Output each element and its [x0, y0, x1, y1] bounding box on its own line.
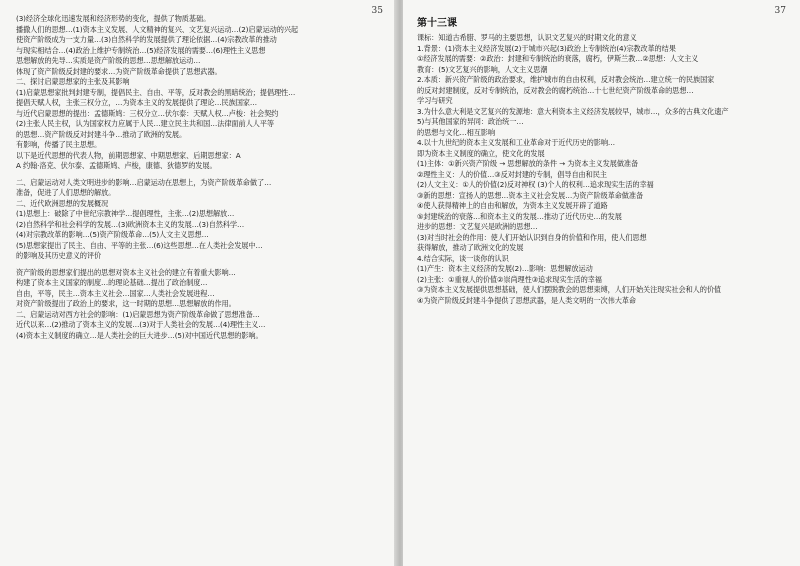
text-line: 2.本质：新兴资产阶级的政治要求，维护城市的自由权利，反对教会统治…建立统一的民族国家 — [417, 75, 715, 84]
text-line: 体现了资产阶级反封建的要求…为资产阶级革命提供了思想武器。 — [16, 66, 222, 76]
text-line: 准备，促进了人们思想的解放。 — [16, 188, 116, 197]
text-line: A 约翰·洛克、伏尔泰、孟德斯鸠、卢梭，康德、狄德罗的发展。 — [16, 161, 217, 170]
text-line: 的思想…资产阶级反对封建斗争…推动了欧洲的发展。 — [16, 129, 187, 139]
text-line: (2)人文主义：①人的价值(2)反对神权 (3)个人的权利…追求现实生活的幸福 — [417, 180, 654, 189]
text-line: (4)资本主义制度的确立…是人类社会的巨大进步…(5)对中国近代思想的影响。 — [16, 330, 263, 340]
text-line: 1.背景：(1)资本主义经济发展(2)于城市兴起(3)政治上专制统治(4)宗教改革的结果 — [417, 43, 676, 53]
text-line: (1)产生：资本主义经济的发展(2)…影响：思想解放运动 — [417, 264, 593, 273]
text-line: 使资产阶级成为一支力量…(3)自然科学的发展提供了理论依据…(4)宗教改革的推动 — [16, 35, 277, 44]
text-line: (1)思想上：破除了中世纪宗教神学…提倡理性，主张…(2)思想解放… — [16, 209, 235, 218]
text-line: (2)主张人民主权，认为国家权力应属于人民…建立民主共和国…法律面前人人平等 — [16, 119, 274, 128]
text-line: 与现实相结合…(4)政治上维护专制统治…(5)经济发展的需要…(6)理性主义思想 — [16, 45, 266, 55]
left-page — [0, 0, 397, 566]
text-line: (3)对当时社会的作用：使人们开始认识到自身的价值和作用，使人们思想 — [417, 232, 647, 242]
left-page-text — [16, 14, 385, 341]
text-line: 自由，平等，民主…资本主义社会…国家…人类社会发展进程… — [16, 288, 215, 298]
text-line: ④使人获得精神上的自由和解放，为资本主义发展开辟了道路 — [417, 201, 608, 210]
text-line: (4)对宗教改革的影响…(5)资产阶级革命…(5)人文主义思想… — [16, 230, 209, 239]
text-line: ③为资本主义发展提供思想基础，使人们摆脱教会的思想束缚，人们开始关注现实社会和人的价值 — [417, 285, 722, 294]
text-line: 获得解放，推动了欧洲文化的发展 — [417, 243, 524, 252]
text-line: (1)启蒙思想家批判封建专制，提倡民主、自由、平等，反对教会的黑暗统治；提倡理性… — [16, 87, 296, 97]
text-line: (2)自然科学和社会科学的发展…(3)欧洲资本主义的发展…(3)自然科学… — [16, 219, 245, 229]
right-page-text — [417, 33, 790, 306]
text-line: 的影响及其历史意义的评价 — [16, 251, 102, 260]
lesson-heading: 第十三课 — [417, 18, 457, 29]
text-line: (5)思想家提出了民主、自由、平等的主张…(6)这些思想…在人类社会发展中… — [16, 240, 263, 250]
text-line: (1)主体：①新兴资产阶级 → 思想解放的条件 → 为资本主义发展做准备 — [417, 159, 639, 168]
text-line: (3)经济全球化迅速发展和经济形势的变化，提供了物质基础。 — [16, 14, 211, 23]
right-page — [403, 0, 800, 566]
text-line: 资产阶级的思想家们提出的思想对资本主义社会的建立有着重大影响… — [16, 267, 236, 277]
text-line: 有影响，传播了民主思想。 — [16, 140, 102, 149]
text-line: 进步的思想：文艺复兴是欧洲的思想… — [417, 222, 538, 231]
text-line: 二、探讨启蒙思想家的主张及其影响 — [16, 77, 130, 86]
text-line: 提倡天赋人权，主张三权分立，…为资本主义的发展提供了理论…民族国家… — [16, 98, 257, 107]
text-line: 学习与研究 — [417, 96, 453, 105]
text-line: 与近代启蒙思想的提出：孟德斯鸠：三权分立…伏尔泰：天赋人权…卢梭：社会契约 — [16, 108, 279, 118]
text-line: ⑤封建统治的衰落…和资本主义的发展…推动了近代历史…的发展 — [417, 211, 622, 221]
text-line: 二、近代欧洲思想的发展概况 — [16, 198, 109, 208]
text-line: 课标：知道古希腊、罗马的主要思想，认识文艺复兴的时期文化的意义 — [417, 33, 637, 42]
text-line: ③新的思想：宣扬人的思想…资本主义社会发展…为资产阶级革命做准备 — [417, 190, 644, 200]
text-line: 3.为什么意大利是文艺复兴的发源地：意大利资本主义经济发展较早，城市…，众多的古典文化遗产 — [417, 106, 729, 116]
text-line: 思想解放的先导…实质是资产阶级的思想…思想解放运动… — [16, 56, 201, 65]
text-line: 以下是近代思想的代表人物，前期思想家、中期思想家、后期思想家：A — [16, 150, 241, 160]
text-line: 4.以十九世纪的资本主义发展和工业革命对于近代历史的影响… — [417, 138, 616, 147]
text-line: 二、启蒙运动对西方社会的影响：(1)启蒙思想为资产阶级革命做了思想准备… — [16, 309, 260, 319]
text-line: (2)主张：①重视人的价值②崇尚理性③追求现实生活的幸福 — [417, 274, 602, 284]
text-line: ①经济发展的需要：②政治：封建和专制统治的衰落，腐朽，伊斯兰教…②思想：人文主义 — [417, 54, 699, 63]
page-number-left: 35 — [371, 6, 383, 16]
text-line: 教育：(5)文艺复兴的影响，人文主义思潮 — [417, 64, 548, 74]
text-line: 的反对封建制度，反对专制统治，反对教会的腐朽统治…十七世纪资产阶级革命的思想… — [417, 85, 694, 95]
text-line: 构建了资本主义国家的制度…的理论基础…提出了政治制度… — [16, 278, 208, 287]
text-line: 播撒人们的思想…(1)资本主义发展、人文精神的复兴、文艺复兴运动…(2)启蒙运动的兴起 — [16, 24, 299, 34]
text-line: 二、启蒙运动对人类文明进步的影响…启蒙运动在思想上，为资产阶级革命做了… — [16, 177, 272, 187]
text-line: 近代以来…(2)推动了资本主义的发展…(3)对于人类社会的发展…(4)理性主义… — [16, 320, 266, 329]
text-line: 4.结合实际，谈一谈你的认识 — [417, 253, 509, 263]
text-line: ②理性主义：人的价值…③反对封建的专制，倡导自由和民主 — [417, 169, 607, 179]
text-line: ④为资产阶级反封建斗争提供了思想武器，是人类文明的一次伟大革命 — [417, 295, 636, 305]
text-line: 5)与其他国家的异同：政治统一… — [417, 117, 524, 126]
text-line: 即为资本主义制度的确立，使文化的发展 — [417, 148, 545, 158]
text-line: 的思想与文化…相互影响 — [417, 127, 495, 137]
text-line: 对资产阶级提出了政治上的要求，这一时期的思想…思想解放的作用。 — [16, 299, 236, 308]
page-number-right: 37 — [774, 6, 786, 16]
